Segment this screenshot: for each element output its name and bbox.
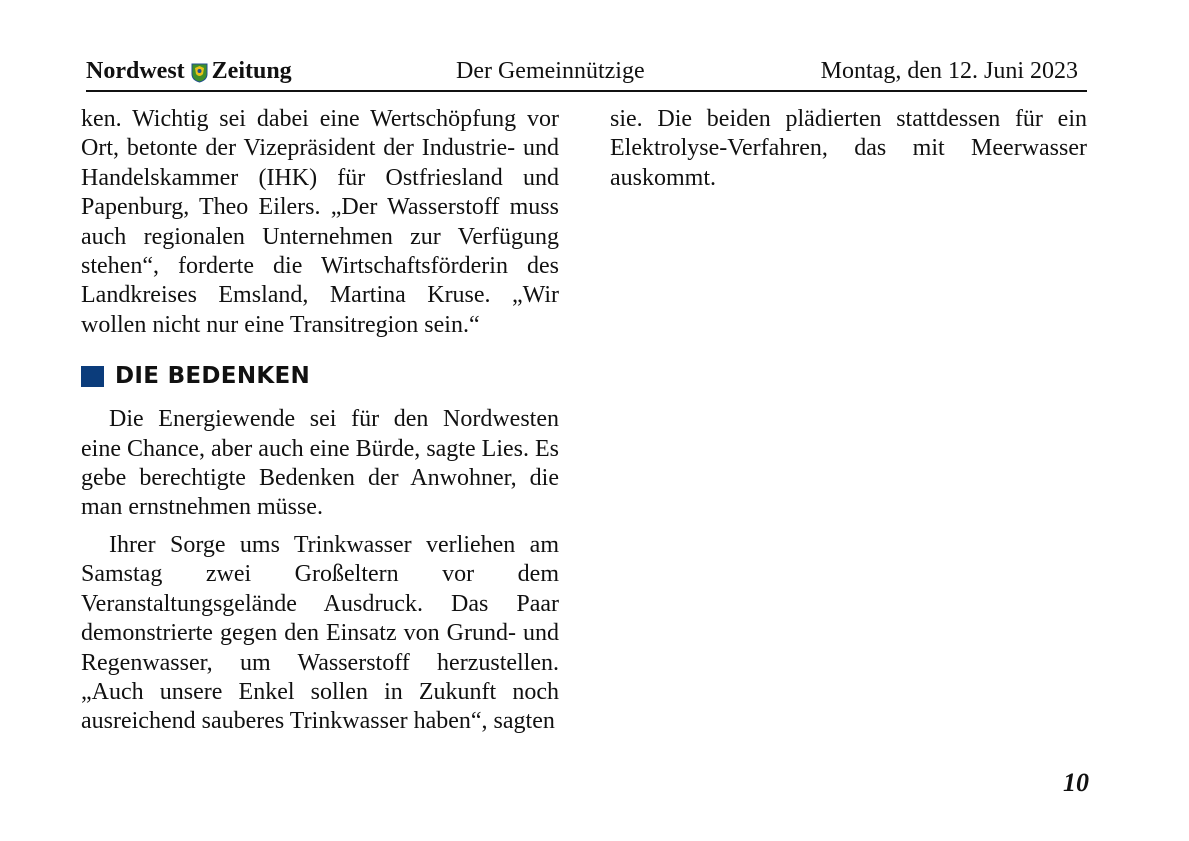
- body-paragraph: Ihrer Sorge ums Trinkwasser verliehen am Samstag zwei Großeltern vor dem Veranstaltungsgelände Ausdruck. Das Paar demonstrierte gegen den Einsatz von Grund- und Regenwasser, um Wasserstoff herzustellen. „Auch unsere Enkel sollen in Zukunft noch ausreichend sauberes Trinkwasser haben“, sagten: [81, 531, 559, 735]
- page-header: [86, 58, 1086, 88]
- header-rule: [86, 90, 1087, 92]
- issue-date: Montag, den 12. Juni 2023: [820, 58, 1078, 84]
- newspaper-name-part2: Zeitung: [211, 58, 292, 84]
- right-column: [610, 105, 1087, 193]
- left-column: [81, 105, 559, 737]
- section-square-icon: [81, 366, 104, 387]
- body-paragraph: Die Energiewende sei für den Nordwesten eine Chance, aber auch eine Bürde, sagte Lies. Es gebe berechtigte Bedenken der Anwohner, die man ernstnehmen müsse.: [81, 406, 559, 521]
- section-heading-text: DIE BEDENKEN: [115, 363, 311, 390]
- body-paragraph: ken. Wichtig sei dabei eine Wertschöpfung vor Ort, betonte der Vizepräsident der Industrie- und Handelskammer (IHK) für Ostfriesland und Papenburg, Theo Eilers. „Der Wasserstoff muss auch regionalen Unternehmen zur Verfügung stehen“, forderte die Wirtschaftsförderin des Landkreises Emsland, Martina Kruse. „Wir wollen nicht nur eine Transitregion sein.“: [81, 106, 559, 338]
- page-number: 10: [1063, 768, 1089, 797]
- coat-of-arms-icon: [191, 63, 208, 83]
- newspaper-masthead: [86, 58, 292, 85]
- body-paragraph: sie. Die beiden plädierten stattdessen für ein Elektrolyse-Verfahren, das mit Meerwasser auskommt.: [610, 106, 1087, 191]
- newspaper-name-part1: Nordwest: [86, 58, 185, 84]
- section-heading: [81, 362, 559, 391]
- section-label: Der Gemeinnützige: [456, 58, 645, 84]
